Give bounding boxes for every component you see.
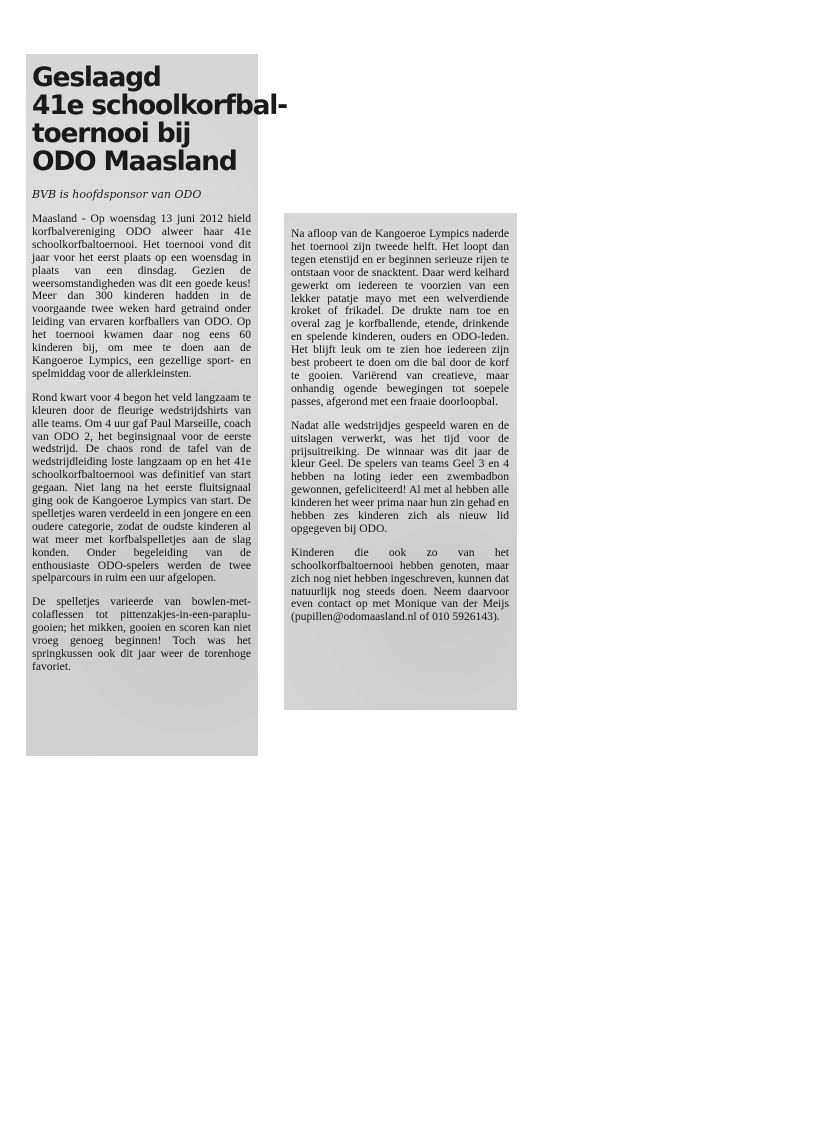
headline-line-3: toernooi bij — [32, 118, 191, 149]
paragraph-intro: Maasland - Op woensdag 13 juni 2012 hield korfbalvereniging ODO alweer haar 41e schoolkorfbaltoernooi. Het toernooi vond dit jaar voor het eerst plaats op een woensdag in plaats van een dinsdag. Gezien de weersomstandigheden was dit een goede keus! Meer dan 300 kinderen hadden in de voorgaande twee weken hard getraind onder leiding van ervaren korfballers van ODO. Op het toernooi kwamen daar nog eens 60 kinderen bij, om mee te doen aan de Kangoeroe Lympics, een gezellige sport- en spelmiddag voor de allerkleinsten. — [32, 212, 251, 380]
article-subtitle: BVB is hoofdsponsor van ODO — [32, 188, 202, 201]
article-clipping-right — [284, 213, 517, 710]
paragraph-start: Rond kwart voor 4 begon het veld langzaam te kleuren door de fleurige wedstrijdshirts van alle teams. Om 4 uur gaf Paul Marseille, coach van ODO 2, het beginsignaal voor de eerste wedstrijd. De chaos rond de tafel van de wedstrijdleiding loste langzaam op en het 41e schoolkorfbaltoernooi was definitief van start gegaan. Niet lang na het eerste fluitsignaal ging ook de Kangoeroe Lympics van start. De spelletjes waren verdeeld in een jongere en een oudere categorie, zodat de oudste kinderen al wat meer met korfbalspelletjes aan de slag konden. Onder begeleiding van de enthousiaste ODO-spelers werden de twee spelparcours in ruim een uur afgelopen. — [32, 390, 251, 585]
paragraph-second-half: Na afloop van de Kangoeroe Lympics naderde het toernooi zijn tweede helft. Het loopt dan tegen etenstijd en er beginnen serieuze rijen te ontstaan voor de snacktent. Daar werd keihard gewerkt om iedereen te voorzien van een lekker patatje mayo met een welverdiende kroket of frikadel. De drukte nam toe en overal zag je korfballende, etende, drinkende en spelende kinderen, ouders en ODO-leden. Het blijft leuk om te zien hoe iedereen zijn best probeert te doen om die bal door de korf te gooien. Variërend van creatieve, maar onhandig ogende bewegingen tot soepele passes, afgerond met een fraaie doorloopbal. — [291, 227, 509, 408]
headline-line-2: 41e schoolkorfbal- — [32, 90, 287, 121]
headline-line-1: Geslaagd — [32, 62, 161, 93]
headline-line-4: ODO Maasland — [32, 146, 237, 177]
article-clipping-left — [26, 54, 287, 756]
paragraph-games: De spelletjes varieerde van bowlen-met-colaflessen tot pittenzakjes-in-een-paraplu-gooien; het mikken, gooien en scoren kan niet vroeg genoeg beginnen! Toch was het springkussen ook dit jaar weer de torenhoge favoriet. — [32, 595, 251, 673]
article-headline — [32, 62, 287, 177]
paragraph-contact: Kinderen die ook zo van het schoolkorfbaltoernooi hebben genoten, maar zich nog niet hebben ingeschreven, kunnen dat natuurlijk nog steeds doen. Neem daarvoor even contact op met Monique van der Meijs (pupillen@odomaasland.nl of 010 5926143). — [291, 545, 509, 624]
paragraph-prizes: Nadat alle wedstrijdjes gespeeld waren en de uitslagen verwerkt, was het tijd voor de prijsuitreiking. De winnaar was dit jaar de kleur Geel. De spelers van teams Geel 3 en 4 hebben na loting ieder een zwembadbon gewonnen, gefeliciteerd! Al met al hebben alle kinderen het weer prima naar hun zin gehad en hebben zes kinderen zich als nieuw lid opgegeven bij ODO. — [291, 418, 509, 535]
